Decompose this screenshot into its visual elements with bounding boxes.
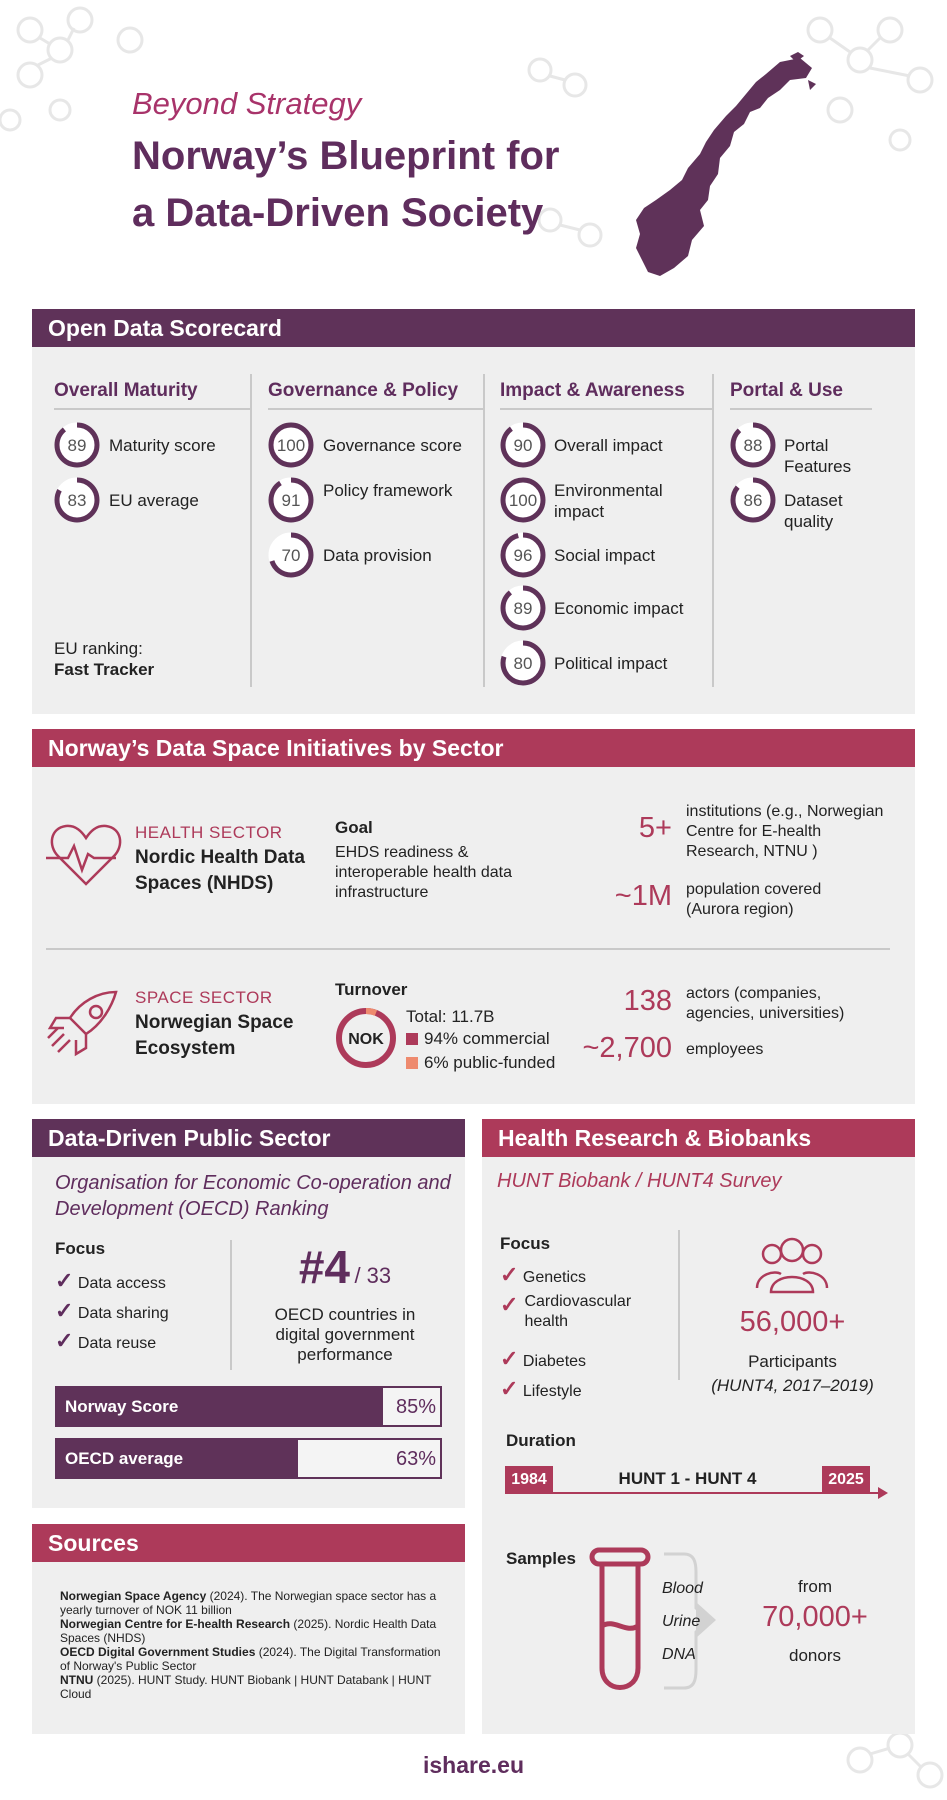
governance-heading: Governance & Policy: [268, 380, 459, 401]
from-label: from: [798, 1577, 832, 1596]
gauge-eu-average: [54, 477, 100, 528]
focus-item: ✓ Cardiovascular health: [500, 1292, 670, 1346]
gauge-value: 90: [513, 436, 533, 455]
gauge-maturity: [54, 422, 100, 473]
participants-count: 56,000+: [739, 1306, 846, 1338]
gauge-ring: [268, 477, 314, 523]
gauge-label: EU average: [109, 491, 199, 510]
gauge-value: 100: [508, 491, 538, 510]
oecd-average-fill: OECD average: [57, 1440, 298, 1477]
gauge-dataset-quality: [730, 477, 776, 528]
space-sector-tag: SPACE SECTOR: [135, 988, 273, 1007]
participants-period: (HUNT4, 2017–2019): [711, 1376, 874, 1395]
focus-item: ✓ Data sharing: [55, 1298, 169, 1323]
start-year: 1984: [505, 1466, 553, 1493]
source-entry: OECD Digital Government Studies (2024). The Digital Transformation of Norway's Public Sector: [60, 1645, 441, 1673]
source-entry: NTNU (2025). HUNT Study. HUNT Biobank | HUNT Databank | HUNT Cloud: [60, 1673, 432, 1701]
focus-item: ✓ Data reuse: [55, 1328, 157, 1353]
gauge-label: Political impact: [554, 654, 668, 673]
rocket-icon: [46, 988, 122, 1060]
scorecard-title-bar: Open Data Scorecard: [32, 309, 915, 347]
rank-label: OECD countries in digital government performance: [274, 1305, 416, 1364]
employees-label: employees: [686, 1041, 764, 1058]
gauge-value: 91: [281, 491, 301, 510]
gauge-value: 96: [513, 546, 533, 565]
oecd-average-value: 63%: [395, 1448, 436, 1470]
focus-heading: Focus: [55, 1239, 106, 1258]
title-line-1: Norway’s Blueprint for: [132, 134, 560, 178]
legend-commercial: 94% commercial: [424, 1029, 550, 1048]
gauge-overall-impact: [500, 422, 546, 473]
gauge-portal: [730, 422, 776, 473]
gauge-label: Social impact: [554, 546, 656, 565]
gauge-label: Overall impact: [554, 436, 663, 455]
check-icon: ✓: [55, 1298, 74, 1323]
gauge-ring: [500, 532, 546, 578]
actors-count: 138: [623, 985, 672, 1017]
gauge-ring: [54, 477, 100, 523]
gauge-value: 83: [67, 491, 87, 510]
gauge-ring: [268, 532, 314, 578]
turnover-donut-chart: [335, 1007, 397, 1069]
divider: [250, 374, 252, 687]
sample-blood: Blood: [662, 1580, 703, 1597]
goal-text: EHDS readiness & interoperable health data infrastructure: [335, 844, 513, 901]
space-sector-name: Norwegian Space Ecosystem: [135, 1012, 294, 1059]
gauge-ring: [730, 477, 776, 523]
turnover-heading: Turnover: [335, 980, 408, 999]
gauge-label: Environmental impact: [554, 481, 663, 521]
samples-heading: Samples: [506, 1549, 576, 1568]
norway-score-value: 85%: [395, 1396, 436, 1418]
divider: [230, 1240, 232, 1370]
gauge-value: 89: [513, 599, 533, 618]
sample-urine: Urine: [662, 1613, 701, 1630]
gauge-ring: [268, 422, 314, 468]
focus-item: ✓ Genetics: [500, 1262, 587, 1287]
gauge-value: 86: [743, 491, 763, 510]
employees-count: ~2,700: [582, 1032, 672, 1064]
eu-ranking-value: Fast Tracker: [54, 660, 155, 679]
oecd-subtitle: Organisation for Economic Co-operation and Development (OECD) Ranking: [55, 1172, 451, 1220]
overall-maturity-heading: Overall Maturity: [54, 380, 198, 401]
sector-divider: [46, 948, 890, 950]
donors-label: donors: [789, 1646, 841, 1665]
heading-underline: [54, 408, 250, 410]
source-entry: Norwegian Space Agency (2024). The Norwegian space sector has a yearly turnover of NOK 11 billion: [60, 1589, 437, 1617]
gauge-ring: [500, 422, 546, 468]
sample-dna: DNA: [662, 1646, 696, 1663]
gauge-label: Dataset quality: [784, 491, 843, 531]
check-icon: ✓: [500, 1262, 519, 1287]
end-year: 2025: [822, 1466, 870, 1493]
biobank-focus-heading: Focus: [500, 1234, 551, 1253]
institutions-label: institutions (e.g., Norwegian Centre for E-health Research, NTNU ): [686, 803, 884, 860]
public-sector-title-bar: Data-Driven Public Sector: [32, 1119, 465, 1157]
legend-public: 6% public-funded: [424, 1053, 556, 1072]
heading-underline: [268, 408, 483, 410]
legend-swatch-commercial: [406, 1033, 418, 1045]
check-icon: ✓: [500, 1292, 519, 1317]
source-entry: Norwegian Centre for E-health Research (2025). Nordic Health Data Spaces (NHDS): [60, 1617, 437, 1645]
gauge-data-provision: [268, 532, 314, 583]
gauge-value: 89: [67, 436, 87, 455]
norway-map-icon: [630, 50, 820, 280]
gauge-political: [500, 640, 546, 691]
heading-underline: [730, 408, 872, 410]
goal-heading: Goal: [335, 818, 373, 837]
gauge-label: Data provision: [323, 546, 432, 565]
scorecard-panel: [32, 347, 915, 714]
focus-item: ✓ Lifestyle: [500, 1376, 582, 1401]
footer-brand-link[interactable]: ishare.eu: [423, 1752, 524, 1778]
people-group-icon: [755, 1232, 829, 1296]
gauge-label: Maturity score: [109, 436, 216, 455]
health-sector-tag: HEALTH SECTOR: [135, 823, 283, 842]
focus-item: ✓ Diabetes: [500, 1346, 587, 1371]
duration-label: HUNT 1 - HUNT 4: [618, 1469, 757, 1488]
header-subtitle: Beyond Strategy: [132, 86, 362, 121]
gauge-ring: [500, 477, 546, 523]
check-icon: ✓: [500, 1346, 519, 1371]
gauge-label: Governance score: [323, 436, 462, 455]
test-tube-icon: [588, 1546, 656, 1694]
check-icon: ✓: [500, 1376, 519, 1401]
gauge-label: Economic impact: [554, 599, 684, 618]
duration-heading: Duration: [506, 1431, 576, 1450]
heart-pulse-icon: [46, 820, 126, 890]
health-sector-name: Nordic Health Data Spaces (NHDS): [135, 847, 305, 894]
check-icon: ✓: [55, 1268, 74, 1293]
gauge-value: 80: [513, 654, 533, 673]
gauge-ring: [500, 640, 546, 686]
initiatives-title-bar: Norway’s Data Space Initiatives by Sector: [32, 729, 915, 767]
gauge-governance: [268, 422, 314, 473]
check-icon: ✓: [55, 1328, 74, 1353]
focus-list: [55, 1268, 169, 1358]
biobank-focus-list: [500, 1262, 670, 1406]
divider: [712, 374, 714, 687]
divider: [678, 1230, 680, 1380]
gauge-value: 88: [743, 436, 763, 455]
gauge-label: Policy framework: [323, 481, 453, 500]
rank-value: #4: [298, 1241, 350, 1293]
eu-ranking-label: EU ranking:: [54, 639, 143, 658]
gauge-label: Portal Features: [784, 436, 852, 476]
biobank-title-bar: Health Research & Biobanks: [482, 1119, 915, 1157]
rank-total: / 33: [354, 1263, 392, 1288]
gauge-environmental: [500, 477, 546, 528]
gauge-value: 100: [276, 436, 306, 455]
gauge-policy: [268, 477, 314, 528]
page-title: [132, 128, 559, 242]
norway-score-fill: Norway Score: [57, 1388, 383, 1425]
gauge-social: [500, 532, 546, 583]
actors-label: actors (companies, agencies, universities): [686, 985, 845, 1022]
participants-label: Participants: [748, 1352, 837, 1371]
gauge-ring: [54, 422, 100, 468]
sources-title-bar: Sources: [32, 1524, 465, 1562]
title-line-2: a Data-Driven Society: [132, 191, 544, 235]
focus-item: ✓ Data access: [55, 1268, 166, 1293]
donut-label: NOK: [348, 1031, 384, 1048]
timeline-arrow-icon: [878, 1487, 888, 1499]
portal-heading: Portal & Use: [730, 380, 843, 401]
gauge-ring: [500, 585, 546, 631]
sources-list: [60, 1589, 445, 1701]
legend-swatch-public: [406, 1057, 418, 1069]
turnover-total: Total: 11.7B: [406, 1007, 495, 1026]
institutions-count: 5+: [638, 812, 672, 844]
gauge-economic: [500, 585, 546, 636]
oecd-rank: [245, 1240, 445, 1294]
biobank-subtitle: HUNT Biobank / HUNT4 Survey: [497, 1170, 782, 1192]
donors-count: 70,000+: [762, 1601, 868, 1633]
population-label: population covered (Aurora region): [686, 881, 822, 918]
heading-underline: [500, 408, 712, 410]
gauge-value: 70: [281, 546, 301, 565]
population-count: ~1M: [614, 880, 672, 912]
gauge-ring: [730, 422, 776, 468]
divider: [483, 374, 485, 687]
impact-heading: Impact & Awareness: [500, 380, 685, 401]
